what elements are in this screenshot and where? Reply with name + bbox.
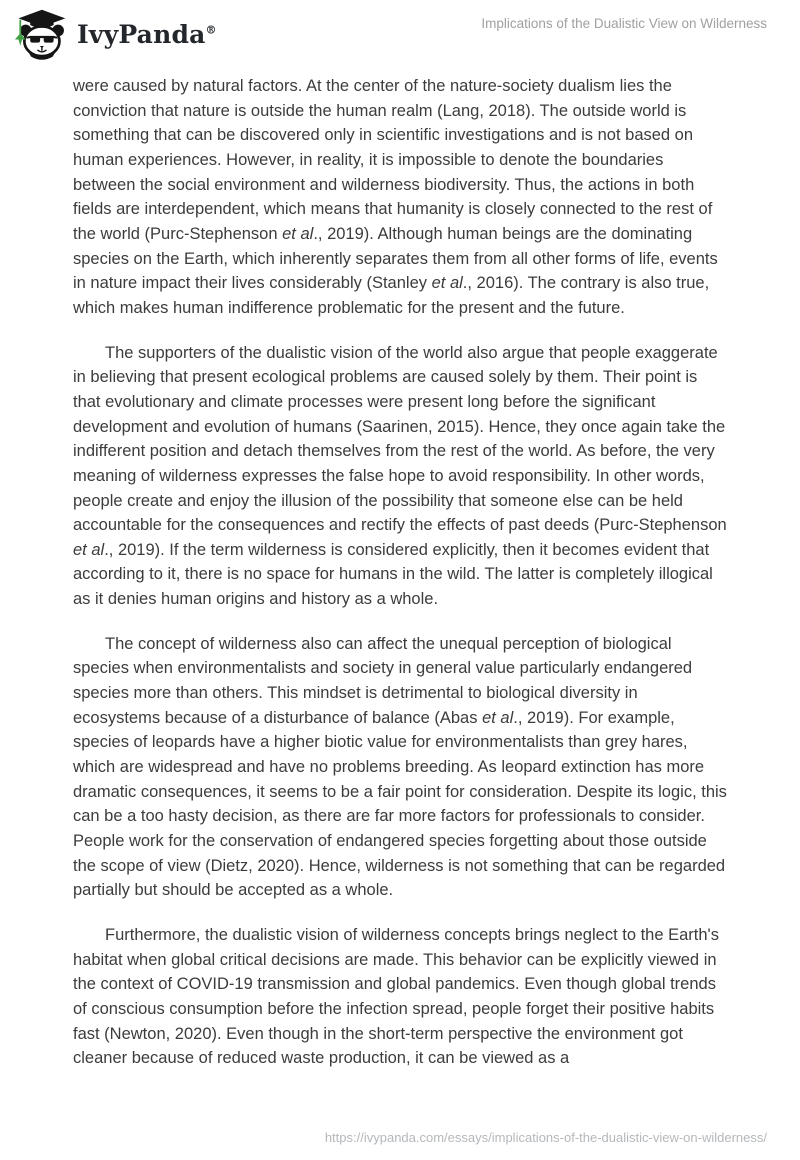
paragraph-text: Furthermore, the dualistic vision of wilderness concepts brings neglect to the Earth's habitat when global critical decisions are made. This behavior can be explicitly viewed in the context of COVID-19 transmission and global pandemics. Even though global trends of conscious consumption before the infection spread, people forget their positive habits fast (Newton, 2020). Even though in the short-term perspective the environment got cleaner because of reduced waste production, it can be viewed as a xyxy=(73,926,719,1068)
paragraph-text: ., 2019). If the term wilderness is considered explicitly, then it becomes evident that according to it, there is no space for humans in the wild. The latter is completely illogical as it denies human origins and history as a whole. xyxy=(73,540,713,609)
panda-graduation-logo-icon xyxy=(14,8,68,62)
paragraph-text: ., 2019). Although human beings are the dominating species on the Earth, which inherently separates them from all other forms of life, events in nature impact their lives considerably (Stanley xyxy=(73,224,718,293)
document-title: Implications of the Dualistic View on Wilderness xyxy=(481,16,767,31)
paragraph-text: ., 2016). The contrary is also true, which makes human indifference problematic for the present and the future. xyxy=(73,274,710,317)
source-url: https://ivypanda.com/essays/implications-of-the-dualistic-view-on-wilderness/ xyxy=(324,1130,767,1145)
citation-et-al: et al xyxy=(282,224,314,243)
citation-et-al: et al xyxy=(431,274,463,293)
page-header xyxy=(14,8,767,62)
page-footer xyxy=(33,1130,767,1145)
citation-et-al: et al xyxy=(482,708,514,727)
essay-paragraph xyxy=(73,632,729,903)
paragraph-text: The concept of wilderness also can affect the unequal perception of biological species when environmentalists and society in general value particularly endangered species more than others. This mindset is detrimental to biological diversity in ecosystems because of a disturbance of balance (Abas xyxy=(73,634,693,727)
paragraph-text: The supporters of the dualistic vision of the world also argue that people exaggerate in believing that present ecological problems are caused solely by them. Their point is that evolutionary and climate processes were present long before the significant development and evolution of humans (Saarinen, 2015). Hence, they once again take the indifferent position and detach themselves from the rest of the world. As before, the very meaning of wilderness expresses the false hope to avoid responsibility. In other words, people create and enjoy the illusion of the possibility that someone else can be held accountable for the consequences and rectify the effects of past deeds (Purc-Stephenson xyxy=(73,343,727,535)
paragraph-text: ., 2019). For example, species of leopards have a higher biotic value for environmentalists than grey hares, which are widespread and have no problems breeding. As leopard extinction has more dramatic consequences, it seems to be a fair point for consideration. Despite its logic, this can be a too hasty decision, as there are far more factors for professionals to consider. People work for the conservation of endangered species forgetting about those outside the scope of view (Dietz, 2020). Hence, wilderness is not something that can be regarded partially but should be accepted as a whole. xyxy=(73,708,727,900)
brand-name xyxy=(77,8,217,62)
essay-paragraphs xyxy=(73,74,729,1071)
essay-paragraph xyxy=(73,923,729,1071)
essay-paragraph xyxy=(73,341,729,612)
essay-body xyxy=(73,74,729,1091)
essay-paragraph xyxy=(73,74,729,321)
brand xyxy=(14,8,217,62)
paragraph-text: were caused by natural factors. At the center of the nature-society dualism lies the conviction that nature is outside the human realm (Lang, 2018). The outside world is something that can be discovered only in scientific investigations and is not based on human experiences. However, in reality, it is impossible to denote the boundaries between the social environment and wilderness biodiversity. Thus, the actions in both fields are interdependent, which means that humanity is closely connected to the rest of the world (Purc-Stephenson xyxy=(73,77,713,243)
citation-et-al: et al xyxy=(73,540,105,559)
brand-text: IvyPanda xyxy=(77,20,206,49)
registered-trademark-symbol: ® xyxy=(205,23,217,37)
